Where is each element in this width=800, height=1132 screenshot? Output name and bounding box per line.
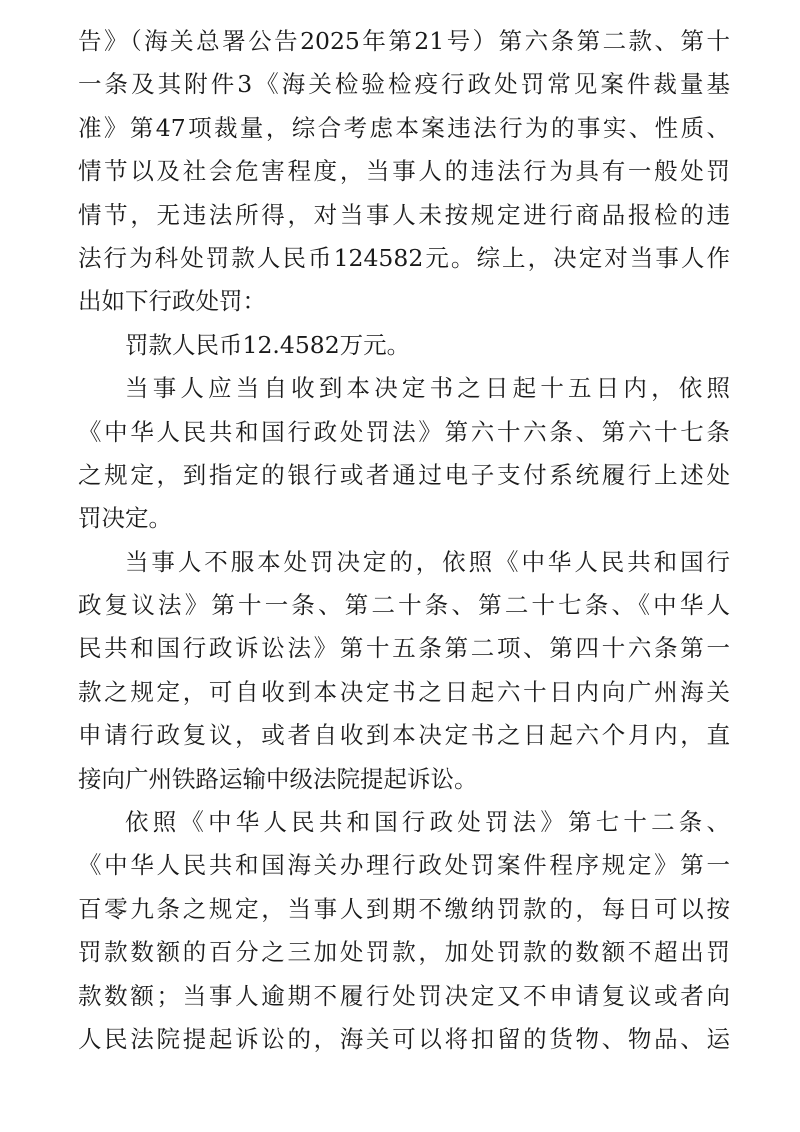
paragraph-penalty-basis xyxy=(78,20,730,324)
text-line: 接向广州铁路运输中级法院提起诉讼。 xyxy=(78,764,478,793)
text-line: 款之规定，可自收到本决定书之日起六十日内向广州海关 xyxy=(78,677,730,706)
paragraph-late-payment xyxy=(78,801,730,1061)
text-line: 申请行政复议，或者自收到本决定书之日起六个月内，直 xyxy=(78,721,730,750)
text-line: 一条及其附件3《海关检验检疫行政处罚常见案件裁量基 xyxy=(78,70,730,99)
text-line: 当事人应当自收到本决定书之日起十五日内，依照 xyxy=(125,374,730,403)
paragraph-penalty-amount xyxy=(78,324,730,367)
paragraph-appeal-rights xyxy=(78,541,730,801)
text-line: 《中华人民共和国海关办理行政处罚案件程序规定》第一 xyxy=(78,851,730,880)
text-line: 款数额；当事人逾期不履行处罚决定又不申请复议或者向 xyxy=(78,981,730,1010)
text-line: 情节以及社会危害程度，当事人的违法行为具有一般处罚 xyxy=(78,157,730,186)
text-line: 民共和国行政诉讼法》第十五条第二项、第四十六条第一 xyxy=(78,634,730,663)
text-line: 罚款人民币12.4582万元。 xyxy=(125,330,411,359)
text-line: 出如下行政处罚： xyxy=(78,287,266,316)
text-line: 依照《中华人民共和国行政处罚法》第七十二条、 xyxy=(125,808,730,837)
text-line: 当事人不服本处罚决定的，依照《中华人民共和国行 xyxy=(125,547,730,576)
text-line: 罚款数额的百分之三加处罚款，加处罚款的数额不超出罚 xyxy=(78,938,730,967)
text-line: 人民法院提起诉讼的，海关可以将扣留的货物、物品、运 xyxy=(78,1024,730,1053)
paragraph-payment-deadline xyxy=(78,367,730,541)
text-line: 之规定，到指定的银行或者通过电子支付系统履行上述处 xyxy=(78,460,730,489)
text-line: 告》（海关总署公告2025年第21号）第六条第二款、第十 xyxy=(78,27,730,55)
document-page xyxy=(78,20,730,1061)
text-line: 百零九条之规定，当事人到期不缴纳罚款的，每日可以按 xyxy=(78,894,730,923)
text-line: 法行为科处罚款人民币124582元。综上，决定对当事人作 xyxy=(78,243,730,272)
text-line: 准》第47项裁量，综合考虑本案违法行为的事实、性质、 xyxy=(78,113,730,142)
text-line: 情节，无违法所得，对当事人未按规定进行商品报检的违 xyxy=(78,200,730,229)
text-line: 罚决定。 xyxy=(78,504,172,533)
text-line: 政复议法》第十一条、第二十条、第二十七条、《中华人 xyxy=(78,591,730,620)
text-line: 《中华人民共和国行政处罚法》第六十六条、第六十七条 xyxy=(78,417,730,446)
